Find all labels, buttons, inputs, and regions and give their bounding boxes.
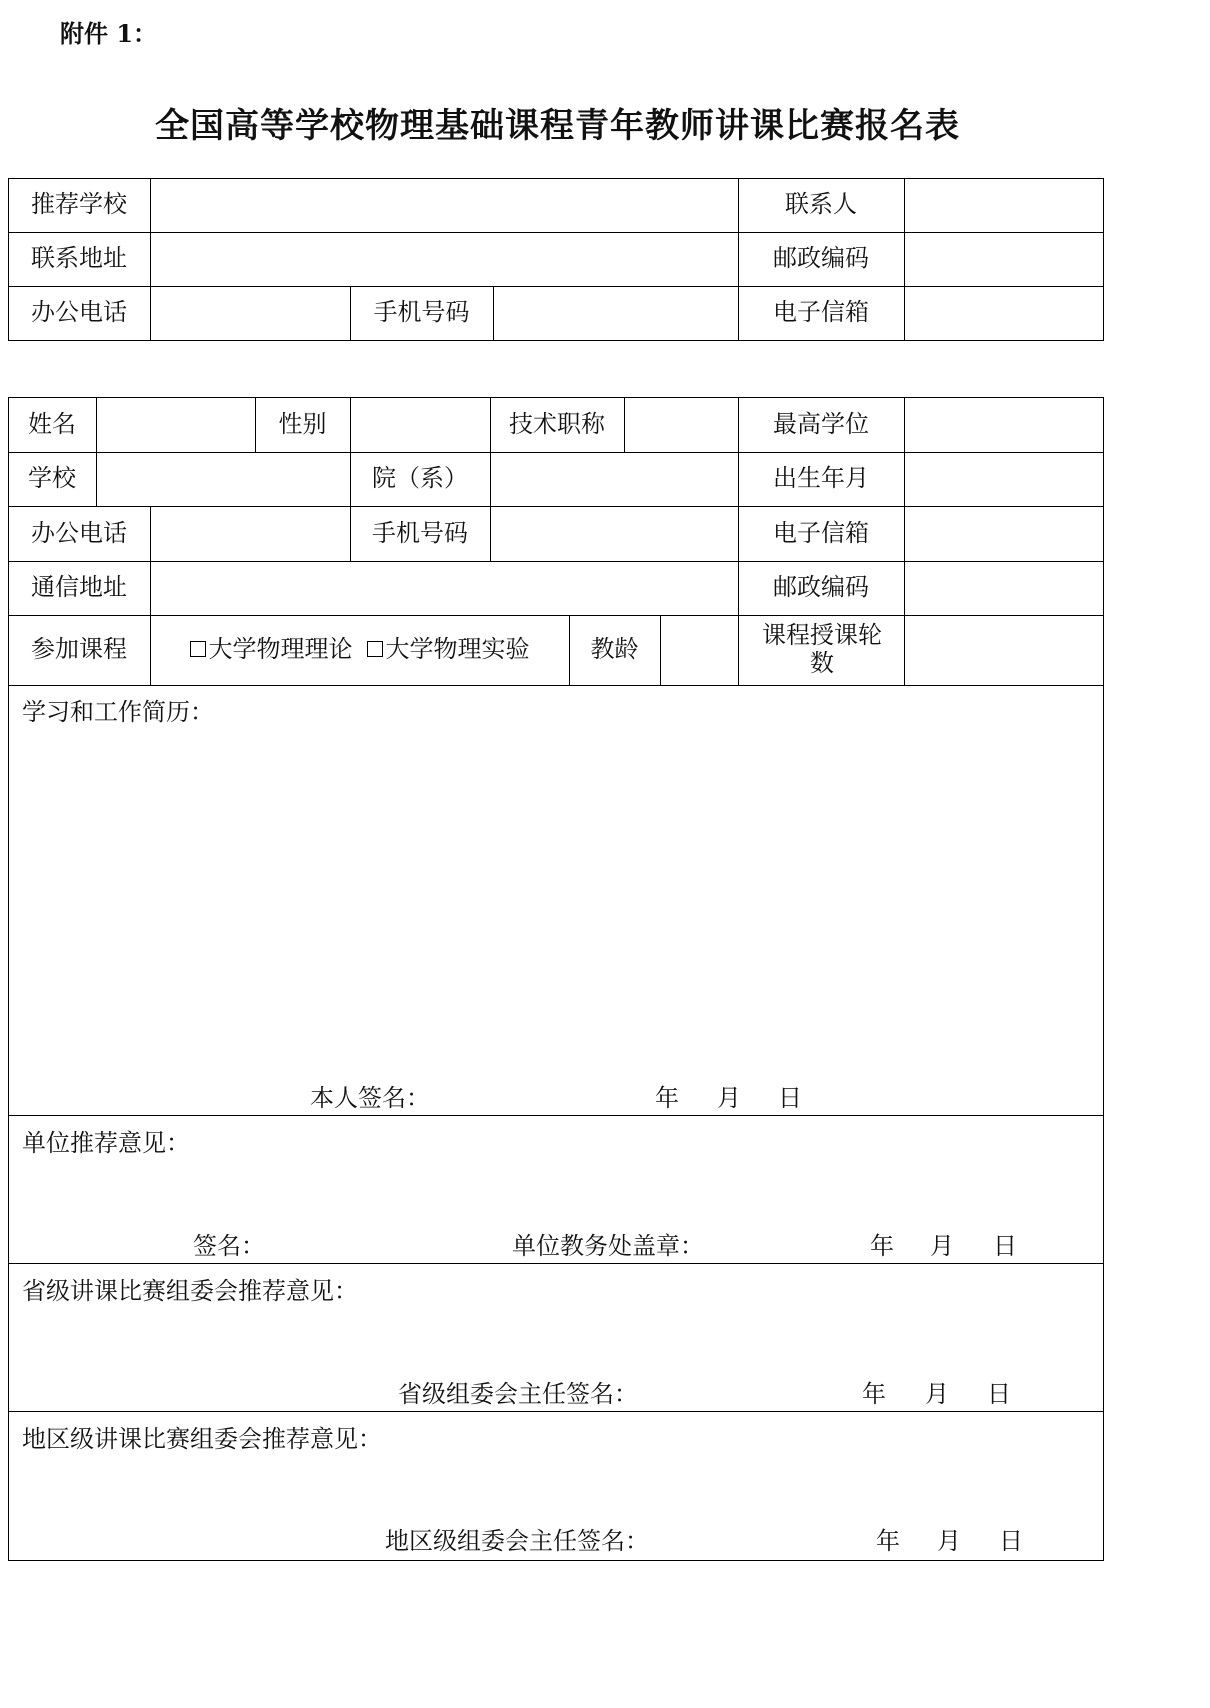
unit-opinion-field[interactable] bbox=[20, 1155, 1095, 1215]
gender-field[interactable] bbox=[350, 397, 490, 452]
mail-address-label: 通信地址 bbox=[31, 573, 127, 602]
rule bbox=[1103, 397, 1104, 1561]
highest-degree-label: 最高学位 bbox=[773, 409, 869, 438]
province-signature-label: 省级组委会主任签名： bbox=[398, 1380, 638, 1408]
department-field[interactable] bbox=[490, 452, 738, 506]
professional-title-label: 技术职称 bbox=[509, 409, 605, 438]
rule bbox=[8, 1115, 1104, 1116]
mobile-field[interactable] bbox=[493, 286, 738, 340]
course-option-theory-label: 大学物理理论 bbox=[208, 635, 353, 664]
contact-person-label: 联系人 bbox=[785, 190, 857, 219]
postcode-label: 邮政编码 bbox=[773, 244, 869, 273]
province-month: 月 bbox=[925, 1380, 949, 1408]
name-label: 姓名 bbox=[28, 409, 76, 438]
recommending-school-label: 推荐学校 bbox=[31, 190, 127, 219]
mail-address-field[interactable] bbox=[150, 561, 738, 615]
teaching-years-label: 教龄 bbox=[590, 635, 639, 664]
highest-degree-field[interactable] bbox=[904, 397, 1103, 452]
province-day: 日 bbox=[987, 1380, 1011, 1408]
unit-day: 日 bbox=[993, 1232, 1017, 1260]
rule bbox=[8, 685, 1104, 686]
office-phone-field[interactable] bbox=[150, 286, 350, 340]
contact-person-field[interactable] bbox=[904, 178, 1103, 232]
province-year: 年 bbox=[862, 1380, 886, 1408]
region-opinion-field[interactable] bbox=[20, 1451, 1095, 1511]
region-month: 月 bbox=[937, 1527, 961, 1555]
mobile-label: 手机号码 bbox=[373, 298, 470, 327]
attachment-label: 附件 1： bbox=[60, 19, 158, 48]
contact-address-label: 联系地址 bbox=[31, 244, 127, 273]
resume-day: 日 bbox=[778, 1084, 802, 1112]
region-year: 年 bbox=[876, 1527, 900, 1555]
teacher-mobile-field[interactable] bbox=[490, 506, 738, 561]
birth-date-field[interactable] bbox=[904, 452, 1103, 506]
resume-month: 月 bbox=[717, 1084, 741, 1112]
course-label: 参加课程 bbox=[31, 635, 127, 664]
checkbox-icon[interactable] bbox=[367, 641, 383, 657]
region-opinion-label: 地区级讲课比赛组委会推荐意见： bbox=[22, 1425, 382, 1453]
school-field[interactable] bbox=[96, 452, 350, 506]
rule bbox=[8, 1263, 1104, 1264]
teaching-rounds-field[interactable] bbox=[904, 615, 1103, 685]
unit-year: 年 bbox=[870, 1232, 894, 1260]
teacher-postcode-label: 邮政编码 bbox=[773, 573, 869, 602]
unit-stamp-label: 单位教务处盖章： bbox=[512, 1232, 704, 1260]
region-day: 日 bbox=[999, 1527, 1023, 1555]
school-label: 学校 bbox=[28, 464, 76, 493]
rule bbox=[8, 1411, 1104, 1412]
resume-label: 学习和工作简历： bbox=[22, 698, 214, 726]
gender-label: 性别 bbox=[278, 409, 327, 438]
email-field[interactable] bbox=[904, 286, 1103, 340]
rule bbox=[8, 340, 1104, 341]
teaching-years-field[interactable] bbox=[660, 615, 738, 685]
resume-field[interactable] bbox=[20, 725, 1095, 1065]
office-phone-label: 办公电话 bbox=[31, 298, 127, 327]
province-opinion-field[interactable] bbox=[20, 1303, 1095, 1363]
province-opinion-label: 省级讲课比赛组委会推荐意见： bbox=[22, 1277, 358, 1305]
name-field[interactable] bbox=[96, 397, 255, 452]
page-title: 全国高等学校物理基础课程青年教师讲课比赛报名表 bbox=[155, 106, 960, 146]
checkbox-icon[interactable] bbox=[190, 641, 206, 657]
unit-opinion-label: 单位推荐意见： bbox=[22, 1129, 190, 1157]
unit-month: 月 bbox=[930, 1232, 954, 1260]
course-option-experiment-label: 大学物理实验 bbox=[385, 635, 530, 664]
teacher-office-phone-field[interactable] bbox=[150, 506, 350, 561]
teacher-postcode-field[interactable] bbox=[904, 561, 1103, 615]
department-label: 院（系） bbox=[372, 464, 468, 493]
course-option-theory[interactable] bbox=[190, 636, 353, 664]
teacher-office-phone-label: 办公电话 bbox=[31, 518, 127, 547]
course-option-experiment[interactable] bbox=[367, 636, 530, 664]
teacher-email-label: 电子信箱 bbox=[773, 518, 869, 547]
teaching-rounds-label: 课程授课轮数 bbox=[762, 621, 882, 677]
contact-address-field[interactable] bbox=[150, 232, 738, 286]
resume-year: 年 bbox=[655, 1084, 679, 1112]
self-signature-label: 本人签名： bbox=[310, 1084, 430, 1112]
professional-title-field[interactable] bbox=[624, 397, 738, 452]
teacher-mobile-label: 手机号码 bbox=[372, 518, 468, 547]
unit-signature-label: 签名： bbox=[193, 1232, 265, 1260]
rule bbox=[8, 1560, 1104, 1561]
teacher-email-field[interactable] bbox=[904, 506, 1103, 561]
postcode-field[interactable] bbox=[904, 232, 1103, 286]
rule bbox=[1103, 178, 1104, 341]
recommending-school-field[interactable] bbox=[150, 178, 738, 232]
course-options bbox=[150, 615, 569, 685]
region-signature-label: 地区级组委会主任签名： bbox=[385, 1527, 649, 1555]
birth-date-label: 出生年月 bbox=[773, 464, 869, 493]
email-label: 电子信箱 bbox=[773, 298, 869, 327]
